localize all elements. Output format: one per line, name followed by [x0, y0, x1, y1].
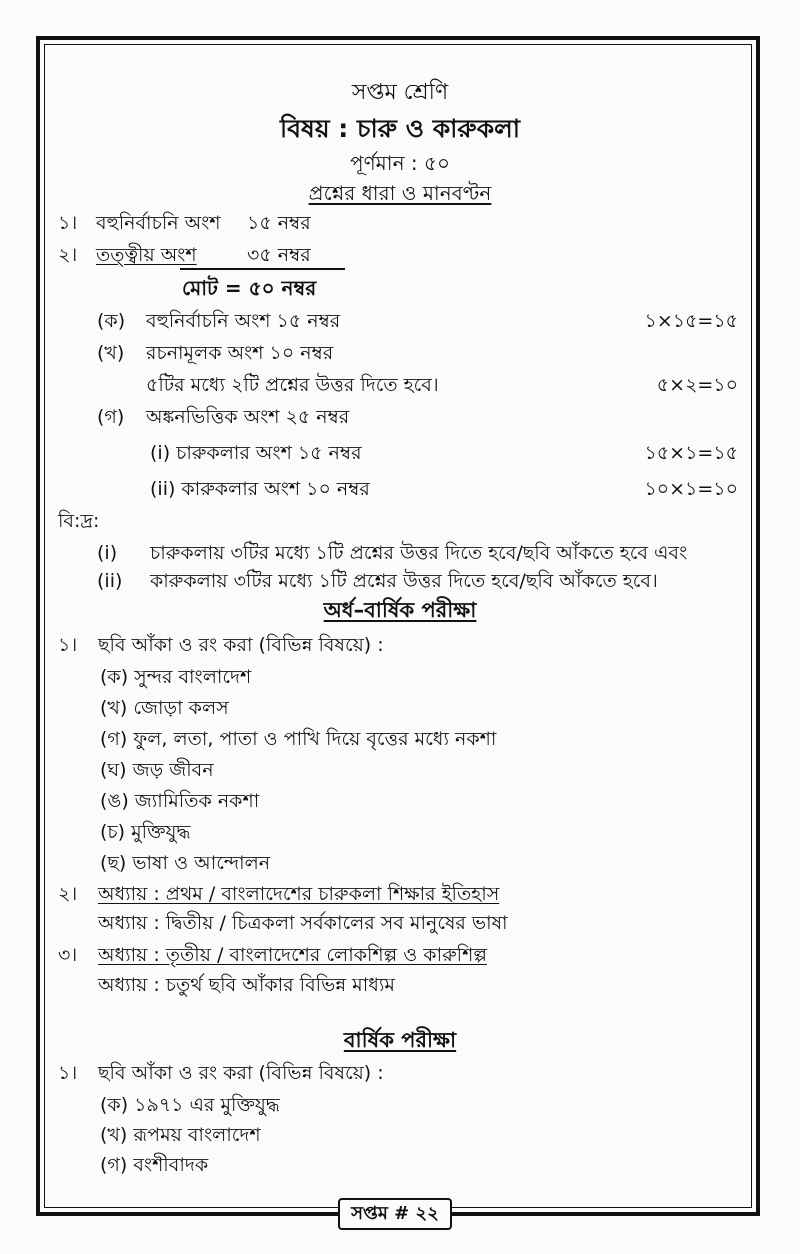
half-yearly-q2-chapter-2: অধ্যায় : দ্বিতীয় / চিত্রকলা সর্বকালের সব মানুষের ভাষা [98, 912, 508, 934]
half-yearly-q1-title: ছবি আঁকা ও রং করা (বিভিন্ন বিষয়ে) : [98, 634, 384, 656]
summary-num-1: ১। [58, 212, 78, 234]
breakdown-marker-kha: (খ) [97, 342, 125, 364]
class-heading: সপ্তম শ্রেণি [351, 80, 449, 105]
breakdown-marker-ka: (ক) [97, 310, 126, 332]
half-yearly-topic-kha: (খ) জোড়া কলস [100, 697, 229, 719]
summary-num-2: ২। [58, 244, 78, 266]
summary-rule [180, 268, 345, 270]
half-yearly-topic-ga: (গ) ফুল, লতা, পাতা ও পাখি দিয়ে বৃত্তের মধ্যে নকশা [100, 728, 497, 750]
breakdown-calc-arts: ১৫×১=১৫ [644, 442, 738, 464]
half-yearly-q3-chapter-4: অধ্যায় : চতুর্থ ছবি আঁকার বিভিন্ন মাধ্যম [98, 974, 395, 996]
breakdown-calc-ka: ১×১৫=১৫ [644, 310, 738, 332]
half-yearly-topic-chha: (ছ) ভাষা ও আন্দোলন [100, 852, 271, 874]
half-yearly-topic-cha: (চ) মুক্তিযুদ্ধ [100, 821, 191, 843]
half-yearly-q3-chapter-3: অধ্যায় : তৃতীয় / বাংলাদেশের লোকশিল্প ও কারুশিল্প [98, 944, 487, 966]
note-text-1: চারুকলায় ৩টির মধ্যে ১টি প্রশ্নের উত্তর দিতে হবে/ছবি আঁকতে হবে এবং [150, 542, 688, 564]
half-yearly-topic-gha: (ঘ) জড় জীবন [100, 759, 214, 781]
yearly-q1-title: ছবি আঁকা ও রং করা (বিভিন্ন বিষয়ে) : [98, 1062, 384, 1084]
yearly-q1-num: ১। [58, 1062, 78, 1084]
breakdown-text-kha-detail: ৫টির মধ্যে ২টি প্রশ্নের উত্তর দিতে হবে। [146, 374, 439, 396]
note-marker-2: (ii) [97, 570, 123, 592]
summary-value-1: ১৫ নম্বর [247, 212, 311, 234]
breakdown-text-arts: (i) চারুকলার অংশ ১৫ নম্বর [150, 442, 362, 464]
summary-label-2: তত্ত্বীয় অংশ [96, 244, 197, 266]
note-label: বি:দ্র: [58, 510, 100, 532]
yearly-topic-ka: (ক) ১৯৭১ এর মুক্তিযুদ্ধ [100, 1094, 280, 1116]
page-footer-label: সপ্তম # ২২ [338, 1198, 452, 1230]
breakdown-text-crafts: (ii) কারুকলার অংশ ১০ নম্বর [150, 478, 370, 500]
section-title-distribution: প্রশ্নের ধারা ও মানবণ্টন [308, 181, 492, 205]
breakdown-calc-crafts: ১০×১=১০ [644, 478, 738, 500]
breakdown-text-kha: রচনামূলক অংশ ১০ নম্বর [146, 342, 334, 364]
half-yearly-topic-ka: (ক) সুন্দর বাংলাদেশ [100, 666, 252, 688]
half-yearly-q3-num: ৩। [58, 944, 78, 966]
breakdown-text-ka: বহুনির্বাচনি অংশ ১৫ নম্বর [146, 310, 341, 332]
half-yearly-q2-chapter-1: অধ্যায় : প্রথম / বাংলাদেশের চারুকলা শিক্ষার ইতিহাস [98, 883, 500, 905]
half-yearly-title: অর্ধ–বার্ষিক পরীক্ষা [323, 598, 477, 622]
half-yearly-topic-uma: (ঙ) জ্যামিতিক নকশা [100, 790, 260, 812]
summary-value-2: ৩৫ নম্বর [247, 244, 311, 266]
full-marks: পূর্ণমান : ৫০ [350, 151, 450, 175]
breakdown-calc-kha: ৫×২=১০ [656, 374, 738, 396]
half-yearly-q2-num: ২। [58, 883, 78, 905]
breakdown-text-ga: অঙ্কনভিত্তিক অংশ ২৫ নম্বর [146, 406, 350, 428]
total-marks: মোট = ৫০ নম্বর [182, 276, 317, 300]
yearly-topic-ga: (গ) বংশীবাদক [100, 1154, 209, 1176]
summary-label-1: বহুনির্বাচনি অংশ [96, 212, 221, 234]
yearly-topic-kha: (খ) রূপময় বাংলাদেশ [100, 1124, 261, 1146]
breakdown-marker-ga: (গ) [97, 406, 125, 428]
half-yearly-q1-num: ১। [58, 634, 78, 656]
note-marker-1: (i) [97, 542, 118, 564]
subject-heading: বিষয় : চারু ও কারুকলা [279, 114, 520, 143]
yearly-title: বার্ষিক পরীক্ষা [343, 1028, 457, 1052]
note-text-2: কারুকলায় ৩টির মধ্যে ১টি প্রশ্নের উত্তর দিতে হবে/ছবি আঁকতে হবে। [150, 570, 658, 592]
